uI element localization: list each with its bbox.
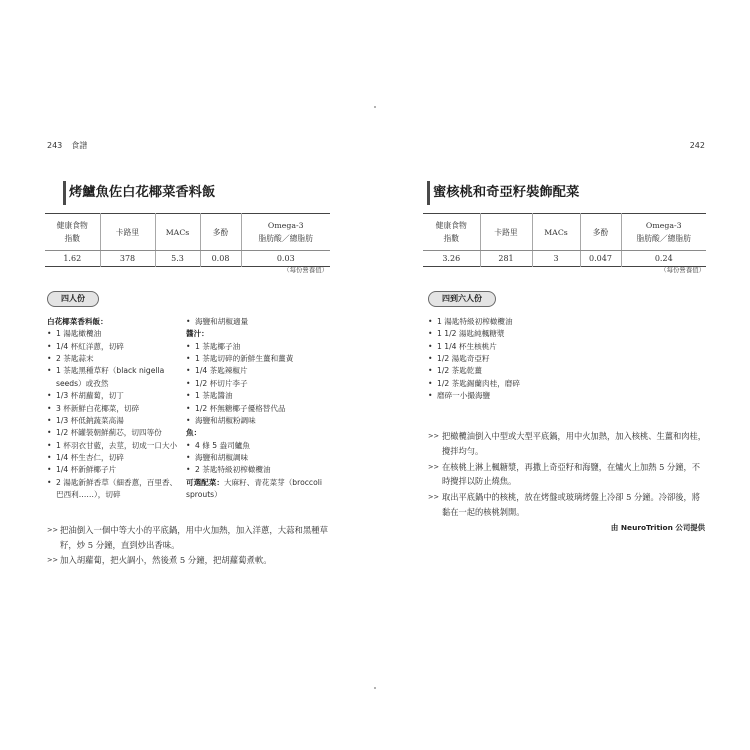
header-macs: MACs: [155, 214, 200, 251]
ingredient-item: • 1/4 杯生杏仁，切碎: [47, 452, 183, 464]
page-number: 242: [689, 141, 705, 150]
step-marker: >>: [47, 525, 59, 534]
nutrition-table: [423, 213, 706, 267]
header-line: Omega-3: [267, 221, 304, 230]
instructions: [428, 429, 707, 519]
page-mark-bottom: [374, 687, 376, 689]
ingredient-item: • 1/4 茶匙辣椒片: [186, 365, 328, 377]
value-polyphenols: 0.047: [580, 251, 621, 267]
ingredient-item: • 1/2 茶匙錫蘭肉桂，磨碎: [428, 378, 588, 390]
value-macs: 3: [532, 251, 580, 267]
fish-heading: 魚：: [186, 428, 202, 438]
ingredient-item: • 1 1/2 湯匙純楓糖漿: [428, 328, 588, 340]
ingredient-item: • 1/2 杯罐裝朝鮮薊芯，切四等份: [47, 427, 183, 439]
header-polyphenols: 多酚: [580, 214, 621, 251]
ingredient-item: • 4 條 5 盎司鱸魚: [186, 440, 328, 452]
instruction-step: [428, 490, 707, 519]
servings-badge: 四到六人份: [428, 291, 496, 307]
header-calories: 卡路里: [100, 214, 155, 251]
ingredient-item: • 1 茶匙黑種草籽（black nigella seeds）或孜然: [47, 365, 183, 390]
ingredient-item: • 海鹽和胡椒粉調味: [186, 415, 328, 427]
ingredient-item: • 1/3 杯胡蘿蔔，切丁: [47, 390, 183, 402]
ingredient-item: • 1 湯匙橄欖油: [47, 328, 183, 340]
ingredients-column-1: [47, 316, 183, 501]
servings-badge: 四人份: [47, 291, 99, 307]
section-title: 食譜: [71, 141, 88, 150]
header-line: 健康食物: [435, 221, 467, 230]
header-line: 指數: [64, 234, 81, 243]
step-marker: >>: [428, 493, 440, 501]
header-line: 指數: [443, 234, 460, 243]
header-health-food-index: [45, 214, 100, 251]
ingredient-item: • 1 茶匙切碎的新鮮生薑和薑黃: [186, 353, 328, 365]
header-calories: 卡路里: [480, 214, 532, 251]
header-line: 脂肪酸／總脂肪: [636, 234, 692, 243]
instruction-step: [47, 553, 330, 568]
value-omega3-ratio: 0.24: [621, 251, 706, 267]
ingredient-item: • 2 湯匙新鮮香草（細香蔥，百里香、巴西利……），切碎: [47, 477, 183, 502]
ingredient-item: • 1 湯匙特級初榨橄欖油: [428, 316, 588, 328]
ingredient-item: • 1 1/4 杯生核桃片: [428, 341, 588, 353]
ingredient-item: • 2 茶匙特級初榨橄欖油: [186, 464, 328, 476]
nutrition-table: [45, 213, 330, 267]
title-accent-bar: [427, 181, 430, 205]
step-text: 取出平底鍋中的核桃，放在烤盤或玻璃烤盤上冷卻 5 分鐘。冷卻後，將黏在一起的核桃剝開。: [442, 492, 700, 517]
ingredient-item: • 海鹽和胡椒調味: [186, 452, 328, 464]
optional-garnish-label: 可選配菜：: [186, 477, 224, 487]
header-omega3-ratio: [621, 214, 706, 251]
page-mark-top: [374, 106, 376, 108]
recipe-title: 烤鱸魚佐白花椰菜香料飯: [69, 185, 216, 200]
nutrition-note: （每份營養值）: [660, 266, 705, 274]
ingredients-list: [428, 316, 588, 403]
nutrition-header-row: [45, 214, 330, 251]
value-omega3-ratio: 0.03: [241, 251, 330, 267]
sauce-heading: 醬汁：: [186, 329, 209, 339]
instruction-step: [47, 523, 330, 553]
step-text: 在核桃上淋上楓糖漿，再撒上奇亞籽和海鹽，在爐火上加熱 5 分鐘，不時攪拌以防止燒焦。: [442, 461, 700, 486]
optional-garnish: [186, 477, 328, 502]
value-polyphenols: 0.08: [200, 251, 241, 267]
value-macs: 5.3: [155, 251, 200, 267]
value-health-food-index: 3.26: [442, 254, 461, 263]
header-health-food-index: [423, 214, 480, 251]
ingredients-column-2: [186, 316, 328, 501]
value-calories: 281: [480, 251, 532, 267]
ingredient-item: • 1/3 杯低鈉蔬菜高湯: [47, 415, 183, 427]
left-page-header: [47, 140, 87, 152]
ingredient-item: • 1/4 杯新鮮椰子片: [47, 464, 183, 476]
step-text: 把油倒入一個中等大小的平底鍋，用中火加熱，加入洋蔥，大蒜和黑種草籽，炒 5 分鐘，直到炒出香味。: [60, 524, 328, 550]
instructions: [47, 523, 330, 568]
recipe-title: 蜜核桃和奇亞籽裝飾配菜: [433, 185, 580, 200]
ingredient-item: • 1/2 茶匙乾薑: [428, 365, 588, 377]
header-line: Omega-3: [645, 221, 682, 230]
nutrition-note: （每份營養值）: [283, 266, 328, 274]
step-text: 加入胡蘿蔔，把火調小，然後煮 5 分鐘，把胡蘿蔔煮軟。: [60, 554, 272, 565]
ingredient-item: • 1/2 杯切片李子: [186, 378, 328, 390]
step-marker: >>: [47, 555, 59, 564]
header-line: 健康食物: [56, 221, 88, 230]
step-marker: >>: [428, 432, 440, 440]
instruction-step: [428, 460, 707, 489]
ingredient-item: • 1 茶匙醬油: [186, 390, 328, 402]
rice-heading: 白花椰菜香料飯：: [47, 317, 108, 326]
ingredient-item: • 1/2 杯無糖椰子優格替代品: [186, 403, 328, 415]
ingredient-item: • 1 杯羽衣甘藍，去莖，切成一口大小: [47, 440, 183, 452]
ingredient-item: • 海鹽和胡椒適量: [186, 316, 328, 328]
header-macs: MACs: [532, 214, 580, 251]
header-polyphenols: 多酚: [200, 214, 241, 251]
page-number: 243: [47, 141, 63, 150]
nutrition-header-row: [423, 214, 706, 251]
header-line: 脂肪酸／總脂肪: [258, 234, 314, 243]
step-text: 把橄欖油倒入中型或大型平底鍋，用中火加熱，加入核桃、生薑和肉桂，攪拌均勻。: [442, 431, 706, 456]
header-omega3-ratio: [241, 214, 330, 251]
ingredient-item: • 2 茶匙蒜末: [47, 353, 183, 365]
ingredient-item: • 1 茶匙椰子油: [186, 341, 328, 353]
ingredient-item: • 3 杯新鮮白花椰菜，切碎: [47, 403, 183, 415]
recipe-credit: 由 NeuroTrition 公司提供: [610, 523, 705, 532]
title-accent-bar: [63, 181, 66, 205]
ingredient-item: • 1/2 湯匙奇亞籽: [428, 353, 588, 365]
ingredient-item: • 1/4 杯紅洋蔥，切碎: [47, 341, 183, 353]
value-health-food-index: 1.62: [63, 254, 82, 263]
optional-garnish-text: 大麻籽、青花菜芽（broccoli sprouts）: [186, 477, 322, 500]
ingredient-item: • 磨碎一小撮海鹽: [428, 390, 588, 402]
value-calories: 378: [100, 251, 155, 267]
instruction-step: [428, 429, 707, 458]
step-marker: >>: [428, 462, 440, 471]
